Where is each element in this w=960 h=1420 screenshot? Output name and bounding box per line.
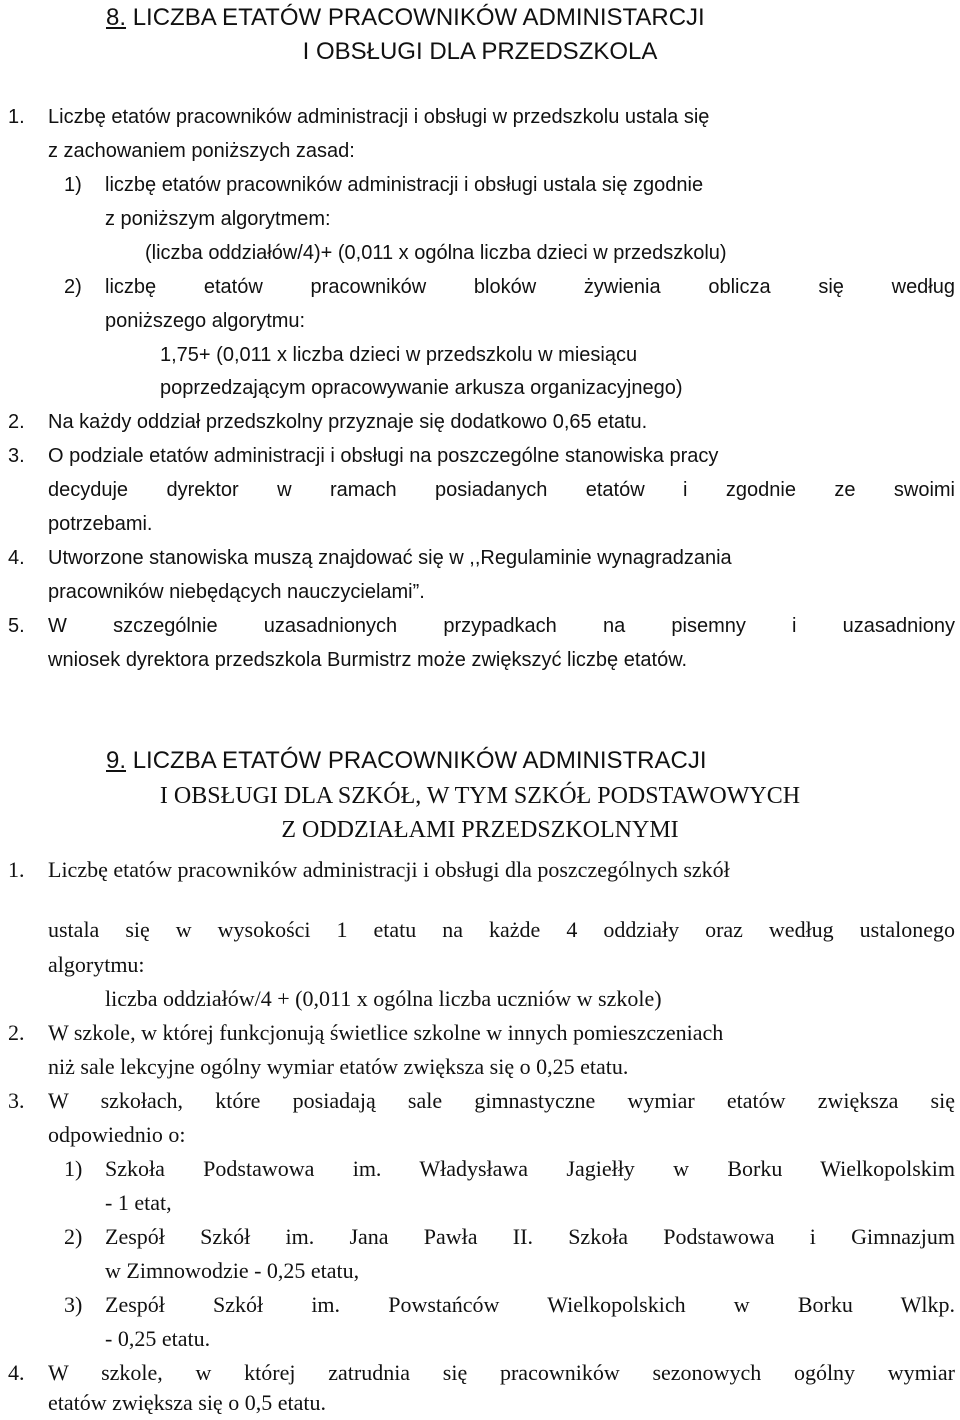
s8-p1-line2: z zachowaniem poniższych zasad: xyxy=(48,140,355,162)
s8-p5-line1: W szczególnie uzasadnionych przypadkach na pisemny i uzasadniony xyxy=(48,615,955,637)
s8-p3-line2: decyduje dyrektor w ramach posiadanych etatów i zgodnie ze swoimi xyxy=(48,479,955,501)
s9-sub2-number: 2) xyxy=(64,1224,83,1249)
s9-p1-number: 1. xyxy=(8,857,25,882)
s8-sub2-line2: poniższego algorytmu: xyxy=(105,310,306,332)
s8-sub1-line1: liczbę etatów pracowników administracji i obsługi ustala się zgodnie xyxy=(105,174,704,196)
section-8-title-1: LICZBA ETATÓW PRACOWNIKÓW ADMINISTARCJI xyxy=(132,4,705,31)
s9-p4-line2: etatów zwiększa się o 0,5 etatu. xyxy=(48,1390,326,1415)
s8-p3-line3: potrzebami. xyxy=(48,513,153,535)
s9-p3-number: 3. xyxy=(8,1088,25,1113)
s9-p4-line1: W szkole, w której zatrudnia się pracowników sezonowych ogólny wymiar xyxy=(48,1360,955,1385)
s9-sub3-line1: Zespół Szkół im. Powstańców Wielkopolskich w Borku Wlkp. xyxy=(105,1292,955,1317)
s9-p2-line1: W szkole, w której funkcjonują świetlice szkolne w innych pomieszczeniach xyxy=(48,1020,724,1045)
s8-p1-line1: Liczbę etatów pracowników administracji i obsługi w przedszkolu ustala się xyxy=(48,106,710,128)
s9-p1-line3: algorytmu: xyxy=(48,952,145,977)
section-8-heading-line1 xyxy=(106,3,705,33)
s8-formula-1: (liczba oddziałów/4)+ (0,011 x ogólna liczba dzieci w przedszkolu) xyxy=(145,242,727,264)
s9-formula: liczba oddziałów/4 + (0,011 x ogólna liczba uczniów w szkole) xyxy=(105,986,662,1011)
s8-formula-2-line1: 1,75+ (0,011 x liczba dzieci w przedszkolu w miesiącu xyxy=(160,344,638,366)
section-9-title-1: LICZBA ETATÓW PRACOWNIKÓW ADMINISTRACJI xyxy=(132,747,707,774)
s8-p4-line2: pracowników niebędących nauczycielami”. xyxy=(48,581,425,603)
section-8-title-2: I OBSŁUGI DLA PRZEDSZKOLA xyxy=(302,38,658,65)
s9-sub3-line2: - 0,25 etatu. xyxy=(105,1326,211,1351)
s9-sub2-line2: w Zimnowodzie - 0,25 etatu, xyxy=(105,1258,360,1283)
s8-sub2-number: 2) xyxy=(64,276,82,298)
s8-p2-line1: Na każdy oddział przedszkolny przyznaje się dodatkowo 0,65 etatu. xyxy=(48,411,648,433)
s9-sub1-line2: - 1 etat, xyxy=(105,1190,172,1215)
s8-sub1-number: 1) xyxy=(64,174,82,196)
section-8-number: 8. xyxy=(106,4,127,31)
s9-p3-line2: odpowiednio o: xyxy=(48,1122,186,1147)
s9-p4-number: 4. xyxy=(8,1360,25,1385)
s9-p1-line2: ustala się w wysokości 1 etatu na każde 4 oddziały oraz według ustalonego xyxy=(48,917,955,942)
s8-formula-2-line2: poprzedzającym opracowywanie arkusza organizacyjnego) xyxy=(160,377,683,399)
s9-sub1-number: 1) xyxy=(64,1156,83,1181)
section-9-title-2: I OBSŁUGI DLA SZKÓŁ, W TYM SZKÓŁ PODSTAWOWYCH xyxy=(159,783,801,809)
s9-p3-line1: W szkołach, które posiadają sale gimnastyczne wymiar etatów zwiększa się xyxy=(48,1088,955,1113)
s8-p1-number: 1. xyxy=(8,106,25,128)
s9-sub3-number: 3) xyxy=(64,1292,83,1317)
s8-sub1-line2: z poniższym algorytmem: xyxy=(105,208,331,230)
section-9-number: 9. xyxy=(106,747,127,774)
s8-p3-line1: O podziale etatów administracji i obsługi na poszczególne stanowiska pracy xyxy=(48,445,719,467)
s8-p5-number: 5. xyxy=(8,615,25,637)
s8-p2-number: 2. xyxy=(8,411,25,433)
s8-p4-number: 4. xyxy=(8,547,25,569)
s9-p1-line1: Liczbę etatów pracowników administracji i obsługi dla poszczególnych szkół xyxy=(48,857,730,882)
s8-p4-line1: Utworzone stanowiska muszą znajdować się w ,,Regulaminie wynagradzania xyxy=(48,547,732,569)
s9-sub1-line1: Szkoła Podstawowa im. Władysława Jagiełły w Borku Wielkopolskim xyxy=(105,1156,955,1181)
s9-p2-line2: niż sale lekcyjne ogólny wymiar etatów zwiększa się o 0,25 etatu. xyxy=(48,1054,629,1079)
s8-sub2-line1: liczbę etatów pracowników bloków żywienia oblicza się według xyxy=(105,276,955,298)
s8-p3-number: 3. xyxy=(8,445,25,467)
s9-sub2-line1: Zespół Szkół im. Jana Pawła II. Szkoła Podstawowa i Gimnazjum xyxy=(105,1224,955,1249)
section-9-heading-line1 xyxy=(106,746,707,776)
section-9-title-3: Z ODDZIAŁAMI PRZEDSZKOLNYMI xyxy=(281,817,679,843)
s9-p2-number: 2. xyxy=(8,1020,25,1045)
s8-p5-line2: wniosek dyrektora przedszkola Burmistrz może zwiększyć liczbę etatów. xyxy=(48,649,688,671)
